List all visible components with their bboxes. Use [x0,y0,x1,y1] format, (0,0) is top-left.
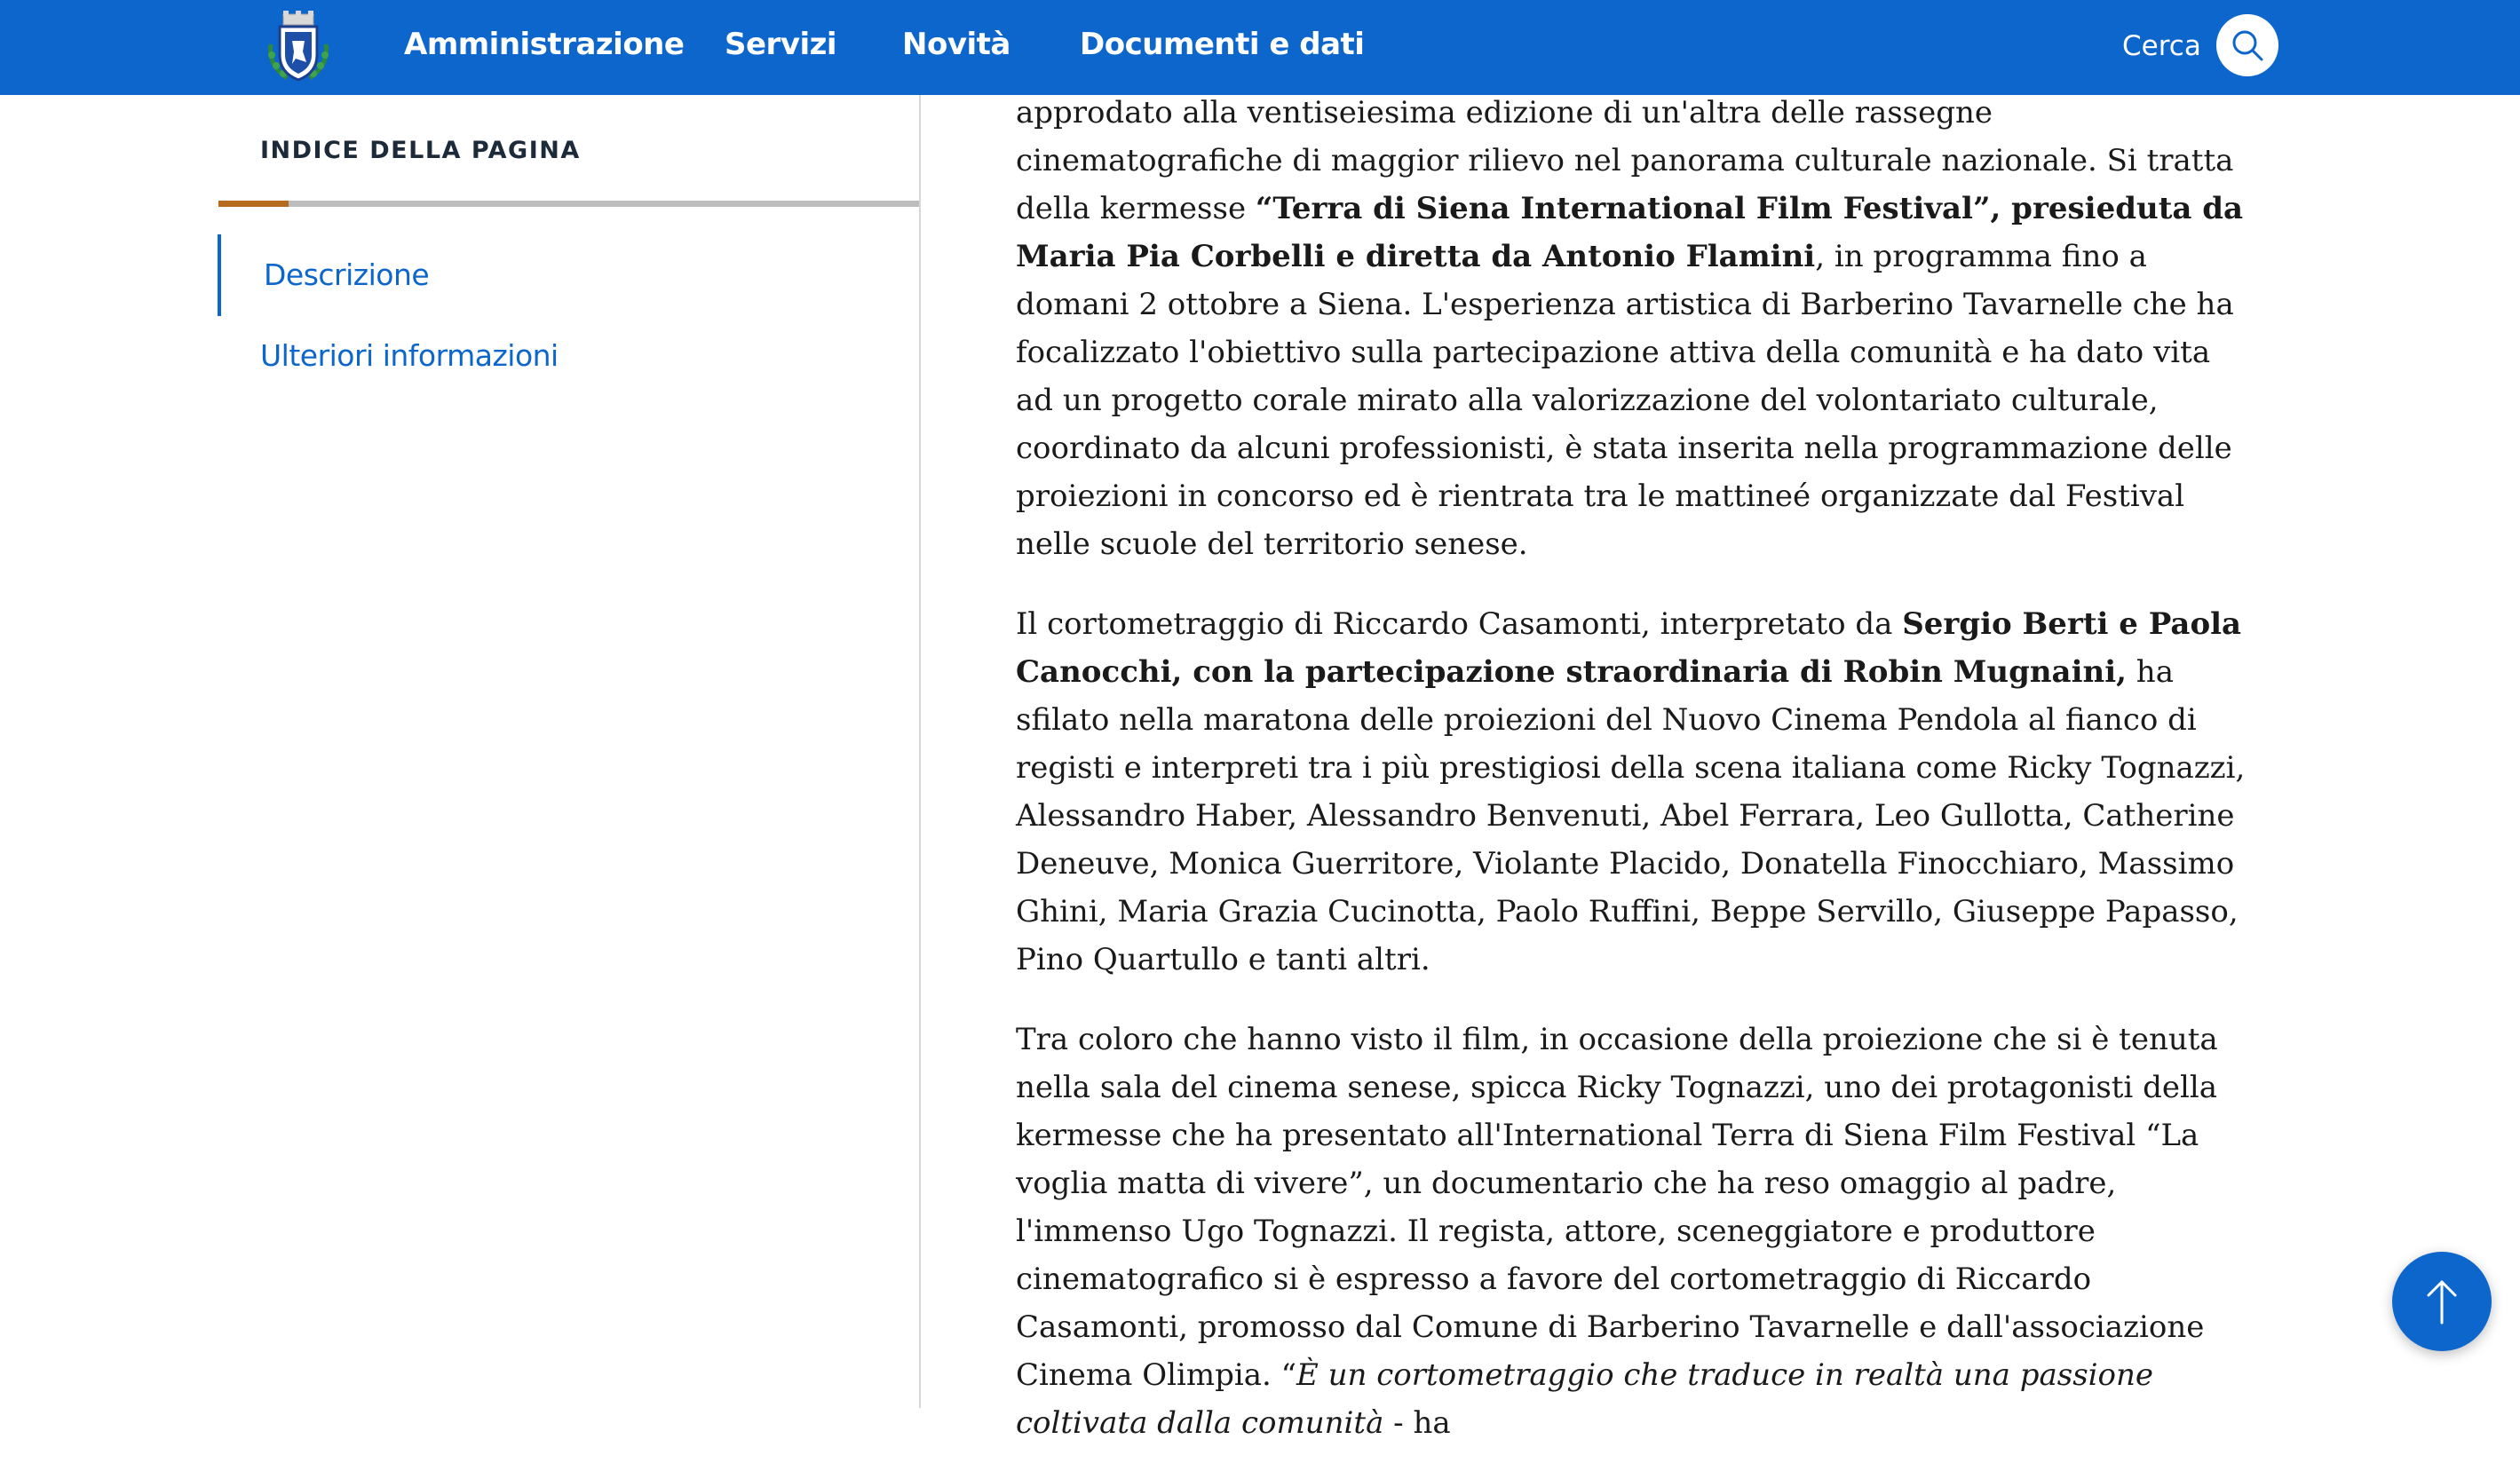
article-paragraph: approdato alla ventiseiesima edizione di un'altra delle rassegne cinematografiche di maggior rilievo nel panorama culturale nazionale. Si tratta della kermesse “Terra di Siena International Film Festival”, presieduta da Maria Pia Corbelli e diretta da Antonio Flamini, in programma fino a domani 2 ottobre a Siena. L'esperienza artistica di Barberino Tavarnelle che ha focalizzato l'obiettivo sulla partecipazione attiva della comunità e ha dato vita ad un progetto corale mirato alla valorizzazione del volontariato culturale, coordinato da alcuni professionisti, è stata inserita nella programmazione delle proiezioni in concorso ed è rientrata tra le mattineé organizzate dal Festival nelle scuole del territorio senese. [1016,95,2244,562]
article-paragraph: Il cortometraggio di Riccardo Casamonti, interpretato da Sergio Berti e Paola Canocchi, con la partecipazione straordinaria di Robin Mugnaini, ha sfilato nella maratona delle proiezioni del Nuovo Cinema Pendola al fianco di registi e interpreti tra i più prestigiosi della scena italiana come Ricky Tognazzi, Alessandro Haber, Alessandro Benvenuti, Abel Ferrara, Leo Gullotta, Catherine Deneuve, Monica Guerritore, Violante Placido, Donatella Finocchiaro, Massimo Ghini, Maria Grazia Cucinotta, Paolo Ruffini, Beppe Servillo, Giuseppe Papasso, Pino Quartullo e tanti altri. [1016,606,2246,977]
toc-link-ulteriori-informazioni[interactable]: Ulteriori informazioni [260,338,559,373]
search-icon [2230,28,2265,63]
article-paragraph: Tra coloro che hanno visto il film, in occasione della proiezione che si è tenuta nella sala del cinema senese, spicca Ricky Tognazzi, uno dei protagonisti della kermesse che ha presentato all'International Terra di Siena Film Festival “La voglia matta di vivere”, un documentario che ha reso omaggio al padre, l'immenso Ugo Tognazzi. Il regista, attore, sceneggiatore e produttore cinematografico si è espresso a favore del cortometraggio di Riccardo Casamonti, promosso dal Comune di Barberino Tavarnelle e dall'associazione Cinema Olimpia. “È un cortometraggio che traduce in realtà una passione coltivata dalla comunità - ha [1016,1022,2218,1441]
site-header [0,0,2520,95]
nav-amministrazione[interactable]: Amministrazione [404,27,685,62]
nav-documenti-e-dati[interactable]: Documenti e dati [1080,27,1365,62]
toc-active-indicator [218,234,221,316]
municipality-crest-logo[interactable] [260,9,337,85]
sidebar-divider [919,95,921,1408]
toc-link-descrizione[interactable]: Descrizione [264,257,430,292]
article-body [1016,89,2246,1479]
search-label[interactable]: Cerca [2122,30,2201,62]
back-to-top-button[interactable] [2392,1252,2492,1351]
nav-servizi[interactable]: Servizi [725,27,837,62]
search-button[interactable] [2216,14,2278,76]
reading-progress-bar [218,201,920,207]
arrow-up-icon [2420,1277,2464,1326]
reading-progress-fill [218,201,289,207]
toc-title: INDICE DELLA PAGINA [260,137,581,164]
nav-novita[interactable]: Novità [902,27,1010,62]
